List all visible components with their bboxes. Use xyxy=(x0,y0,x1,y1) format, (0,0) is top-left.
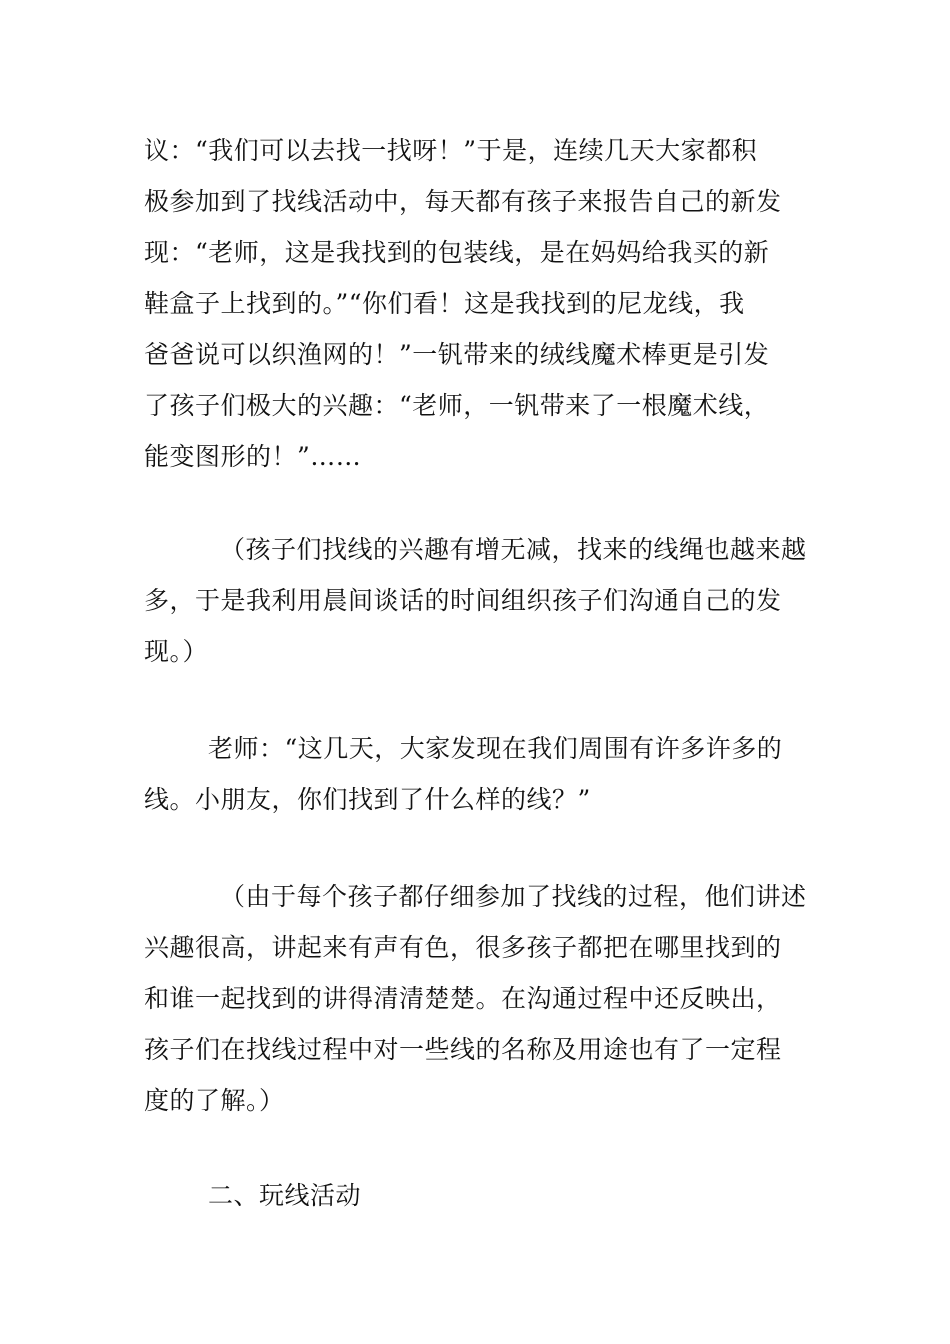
paragraph-search-story xyxy=(144,125,808,482)
text-line: （由于每个孩子都仔细参加了找线的过程，他们讲述 xyxy=(220,882,807,911)
text-line: 了孩子们极大的兴趣：“老师，一钒带来了一根魔术线， xyxy=(144,391,770,420)
text-line: 多，于是我利用晨间谈话的时间组织孩子们沟通自己的发 xyxy=(144,586,782,615)
text-line: 能变图形的！”…… xyxy=(144,442,362,471)
paragraph-discussion-note xyxy=(144,871,808,1126)
text-line: 现：“老师，这是我找到的包装线，是在妈妈给我买的新 xyxy=(144,238,770,267)
text-line: 度的了解。） xyxy=(144,1086,285,1115)
text-line: （孩子们找线的兴趣有增无减，找来的线绳也越来越 xyxy=(220,535,807,564)
text-line: 极参加到了找线活动中，每天都有孩子来报告自己的新发 xyxy=(144,187,782,216)
text-line: 现。） xyxy=(144,637,209,666)
text-line: 和谁一起找到的讲得清清楚楚。在沟通过程中还反映出， xyxy=(144,984,782,1013)
text-line: 鞋盒子上找到的。”“你们看！这是我找到的尼龙线，我 xyxy=(144,289,745,318)
heading-text: 二、玩线活动 xyxy=(208,1181,362,1210)
text-line: 兴趣很高，讲起来有声有色，很多孩子都把在哪里找到的 xyxy=(144,933,782,962)
paragraph-interest-note xyxy=(144,524,808,677)
text-line: 线。小朋友，你们找到了什么样的线？” xyxy=(144,785,591,814)
text-line: 老师：“这几天，大家发现在我们周围有许多许多的 xyxy=(208,734,783,763)
paragraph-teacher-question xyxy=(144,723,808,825)
section-heading xyxy=(144,1170,808,1221)
text-line: 爸爸说可以织渔网的！”一钒带来的绒线魔术棒更是引发 xyxy=(144,340,770,369)
text-line: 孩子们在找线过程中对一些线的名称及用途也有了一定程 xyxy=(144,1035,782,1064)
text-line: 议：“我们可以去找一找呀！”于是，连续几天大家都积 xyxy=(144,136,758,165)
